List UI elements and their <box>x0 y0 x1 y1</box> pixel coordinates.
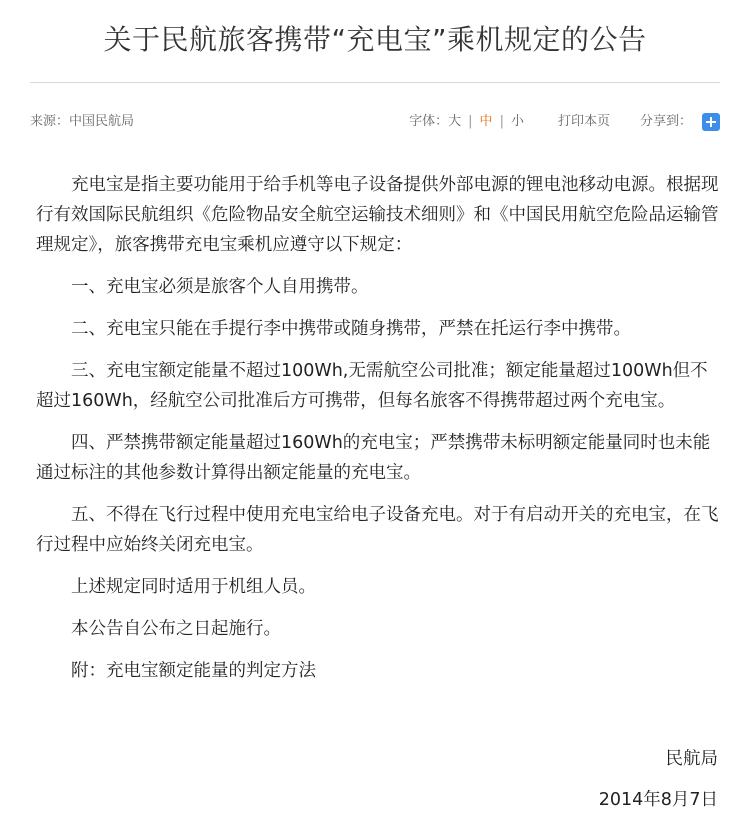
page-title: 关于民航旅客携带“充电宝”乘机规定的公告 <box>103 23 647 56</box>
article-tools <box>409 111 720 133</box>
print-page-link[interactable]: 打印本页 <box>557 114 610 129</box>
source-text: 来源：中国民航局 <box>30 114 135 129</box>
rule-paragraph: 五、不得在飞行过程中使用充电宝给电子设备充电。对于有启动开关的充电宝，在飞行过程中应始终关闭充电宝。 <box>36 505 719 555</box>
rule-paragraph: 二、充电宝只能在手提行李中携带或随身携带，严禁在托运行李中携带。 <box>71 319 631 339</box>
rule-paragraph: 一、充电宝必须是旅客个人自用携带。 <box>71 277 369 297</box>
share-label: 分享到： <box>639 114 692 129</box>
effective-date-paragraph: 本公告自公布之日起施行。 <box>71 619 281 639</box>
signature-organization: 民航局 <box>665 749 718 769</box>
notice-body <box>36 170 722 698</box>
rule-paragraph: 四、严禁携带额定能量超过160Wh的充电宝；严禁携带未标明额定能量同时也未能通过标注的其他参数计算得出额定能量的充电宝。 <box>36 433 711 483</box>
article-meta-bar <box>30 111 720 133</box>
rule-paragraph: 三、充电宝额定能量不超过100Wh,无需航空公司批准；额定能量超过100Wh但不超过160Wh，经航空公司批准后方可携带，但每名旅客不得携带超过两个充电宝。 <box>36 361 708 411</box>
crew-applicability-paragraph: 上述规定同时适用于机组人员。 <box>71 577 316 597</box>
separator: | <box>499 114 504 129</box>
signature-date: 2014年8月7日 <box>598 790 718 810</box>
font-size-medium-link[interactable]: 中 <box>479 114 493 129</box>
plus-square-icon[interactable] <box>702 113 720 131</box>
intro-paragraph: 充电宝是指主要功能用于给手机等电子设备提供外部电源的锂电池移动电源。根据现行有效国际民航组织《危险物品安全航空运输技术细则》和《中国民用航空危险品运输管理规定》，旅客携带充电宝乘机应遵守以下规定： <box>36 175 719 255</box>
separator: | <box>468 114 473 129</box>
title-divider <box>30 82 720 83</box>
font-size-large-link[interactable]: 大 <box>448 114 462 129</box>
attachment-paragraph: 附：充电宝额定能量的判定方法 <box>71 661 316 681</box>
font-size-label: 字体： <box>409 114 449 129</box>
font-size-small-link[interactable]: 小 <box>510 114 524 129</box>
